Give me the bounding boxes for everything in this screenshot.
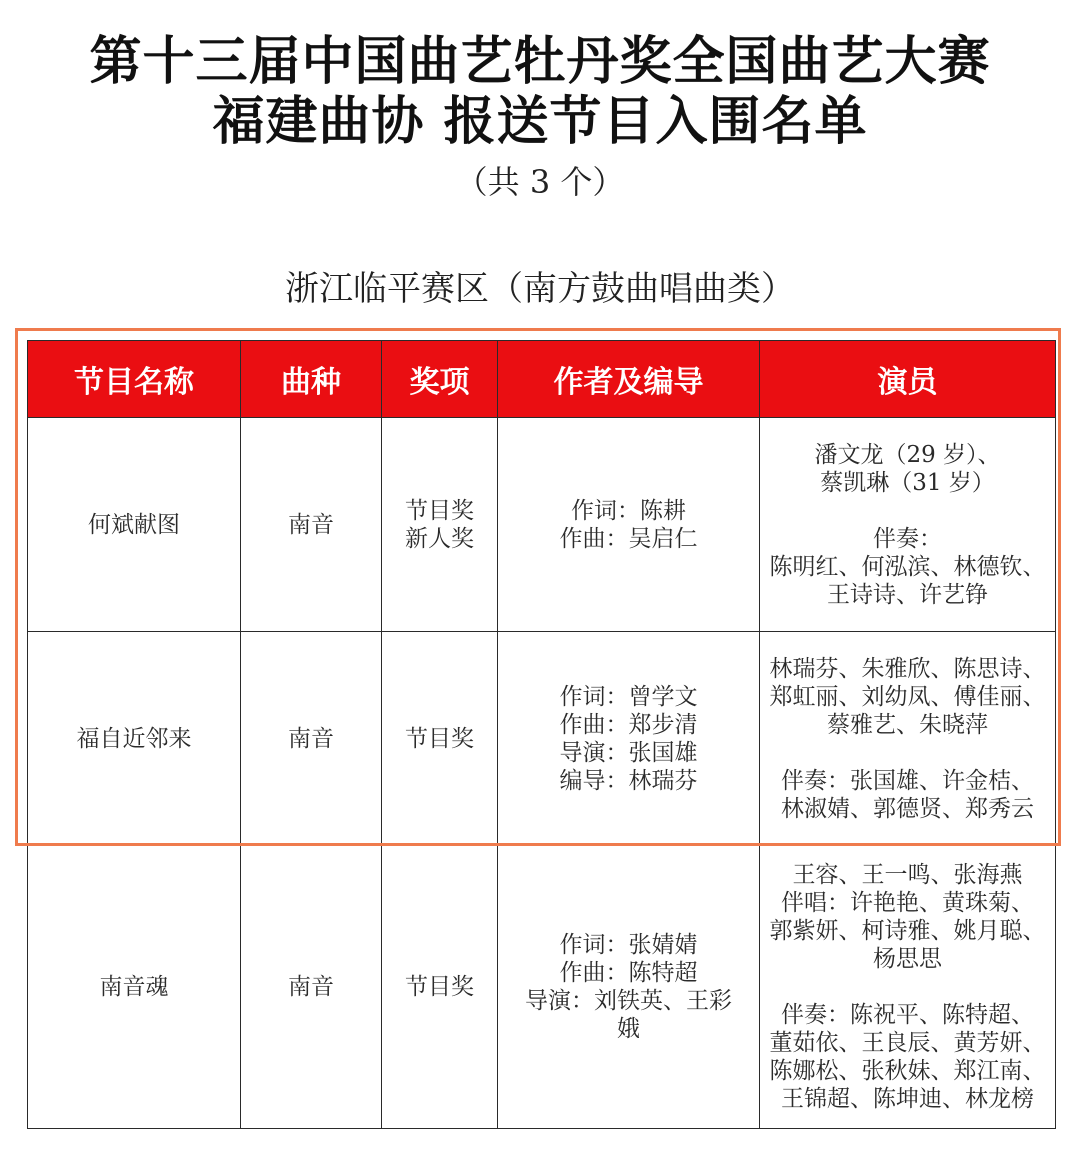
performers-cell <box>760 632 1056 846</box>
program-name-cell: 何斌献图 <box>28 418 241 632</box>
col-header-program-name: 节目名称 <box>28 341 241 418</box>
performer-line: 蔡凯琳（31 岁） <box>820 469 995 496</box>
credits-cell <box>498 632 760 846</box>
accompaniment-line: 陈娜松、张秋妹、郑江南、 <box>769 1058 1046 1084</box>
accompaniment-line: 伴奏：张国雄、许金桔、 <box>781 767 1034 794</box>
performer-line: 杨思思 <box>873 946 942 972</box>
credit-line: 作曲：郑步清 <box>559 711 698 738</box>
genre-cell: 南音 <box>241 846 382 1129</box>
genre-cell: 南音 <box>241 632 382 846</box>
performer-line: 蔡雅艺、朱晓萍 <box>827 711 988 738</box>
col-header-credits: 作者及编导 <box>498 341 760 418</box>
region-heading: 浙江临平赛区（南方鼓曲唱曲类） <box>285 269 795 309</box>
table-row <box>28 418 1056 632</box>
credit-line: 作曲：陈特超 <box>559 960 698 986</box>
credit-line: 导演：刘铁英、王彩 <box>525 988 732 1014</box>
accompaniment-line: 伴奏：陈祝平、陈特超、 <box>781 1002 1034 1028</box>
performers-cell <box>760 418 1056 632</box>
credit-line: 作词：张婧婧 <box>559 932 698 958</box>
accompaniment-line: 王诗诗、许艺铮 <box>827 581 988 608</box>
credit-line: 作词：曾学文 <box>559 683 698 710</box>
performers-cell <box>760 846 1056 1129</box>
table-row <box>28 846 1056 1129</box>
credit-line: 作曲：吴启仁 <box>559 525 698 552</box>
table-header-row <box>28 341 1056 418</box>
award-cell <box>382 418 498 632</box>
credits-cell <box>498 846 760 1129</box>
accompaniment-line: 王锦超、陈坤迪、林龙榜 <box>781 1086 1034 1112</box>
col-header-genre: 曲种 <box>241 341 382 418</box>
program-name-cell: 南音魂 <box>28 846 241 1129</box>
credit-line: 作词：陈耕 <box>571 497 686 524</box>
award-line: 新人奖 <box>405 525 474 552</box>
award-line: 节目奖 <box>405 974 474 1000</box>
credit-line: 编导：林瑞芬 <box>559 767 698 794</box>
accompaniment-line: 陈明红、何泓滨、林德钦、 <box>769 553 1046 580</box>
performer-line: 潘文龙（29 岁）、 <box>814 441 1001 468</box>
genre-cell: 南音 <box>241 418 382 632</box>
page-title-line-2: 福建曲协 报送节目入围名单 <box>212 91 868 152</box>
accompaniment-line: 林淑婧、郭德贤、郑秀云 <box>781 795 1034 822</box>
nominee-table <box>27 340 1056 1129</box>
performer-line: 郑虹丽、刘幼凤、傅佳丽、 <box>769 683 1046 710</box>
program-name-cell: 福自近邻来 <box>28 632 241 846</box>
accompaniment-line: 董茹依、王良辰、黄芳妍、 <box>769 1030 1046 1056</box>
col-header-award: 奖项 <box>382 341 498 418</box>
award-cell <box>382 846 498 1129</box>
table-row <box>28 632 1056 846</box>
performer-line: 伴唱：许艳艳、黄珠菊、 <box>781 890 1034 916</box>
credits-cell <box>498 418 760 632</box>
page-title-line-1: 第十三届中国曲艺牡丹奖全国曲艺大赛 <box>89 31 991 92</box>
program-count: （共 3 个） <box>455 163 625 201</box>
performer-line: 林瑞芬、朱雅欣、陈思诗、 <box>769 655 1046 682</box>
accompaniment-line: 伴奏： <box>873 525 942 552</box>
award-line: 节目奖 <box>405 497 474 524</box>
performer-line: 郭紫妍、柯诗雅、姚月聪、 <box>769 918 1046 944</box>
credit-line: 娥 <box>617 1016 640 1042</box>
credit-line: 导演：张国雄 <box>559 739 698 766</box>
performer-line: 王容、王一鸣、张海燕 <box>792 862 1023 888</box>
col-header-performers: 演员 <box>760 341 1056 418</box>
award-cell <box>382 632 498 846</box>
award-line: 节目奖 <box>405 725 474 752</box>
